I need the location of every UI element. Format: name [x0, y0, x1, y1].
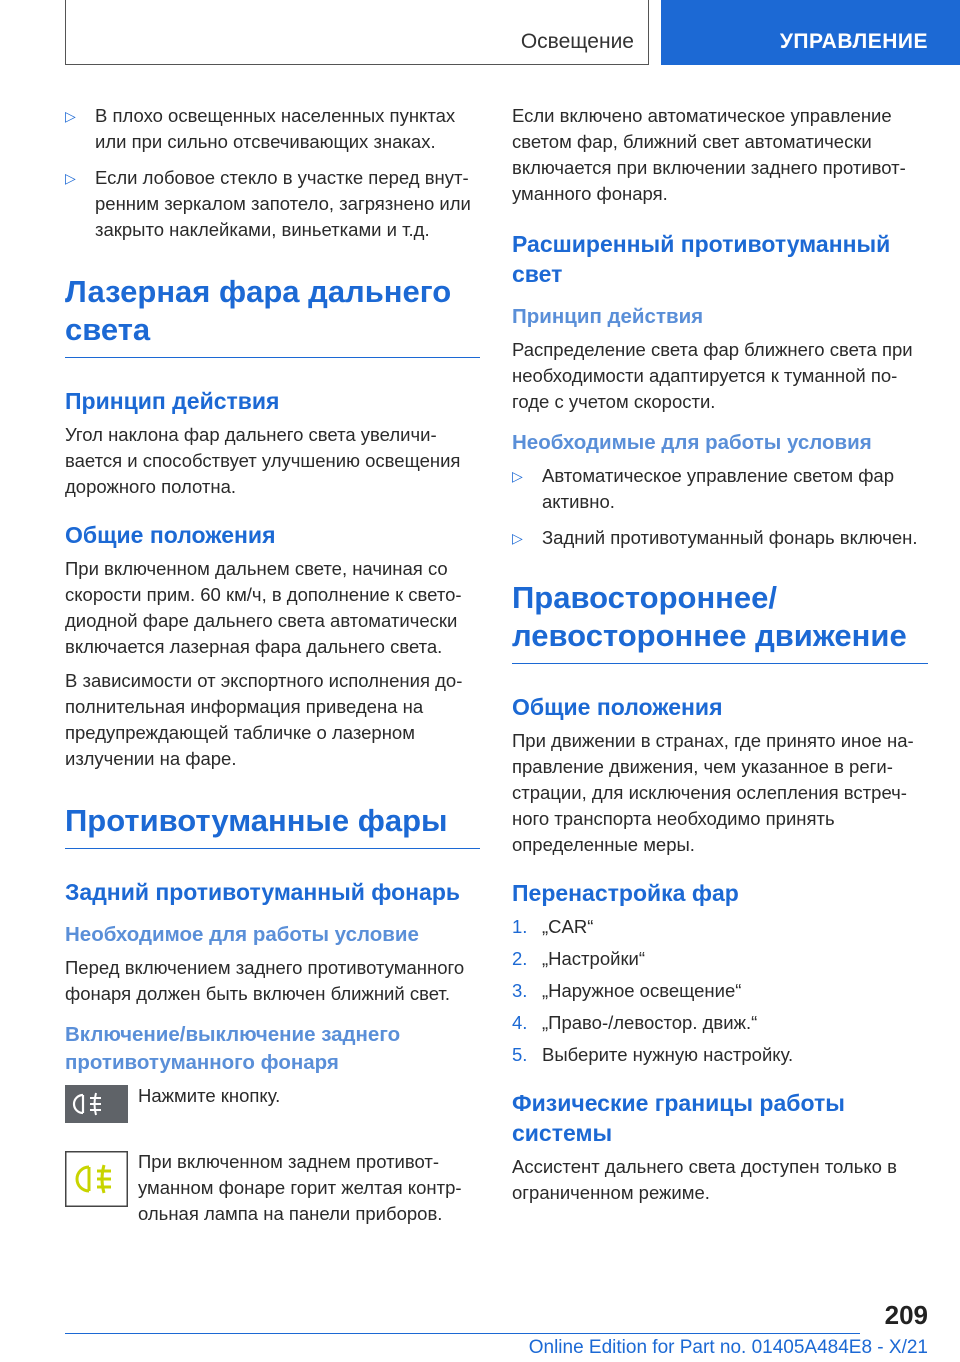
paragraph: При включенном дальнем свете, начиная со скорости прим. 60 км/ч, в дополнение к свето-диодной фаре дальнего света автоматически включается лазерная фара дальнего света.: [65, 558, 462, 657]
subheading-limits: Физические границы работы системы: [512, 1090, 845, 1146]
right-column: [512, 103, 928, 1206]
rear-fog-button-icon: [65, 1085, 128, 1123]
paragraph: Перед включением заднего противотуманного фонаря должен быть включен ближний свет.: [65, 957, 465, 1004]
list-item: 3. „Наружное освещение“: [512, 980, 742, 1001]
triangle-right-icon: ▷: [512, 468, 523, 484]
list-item: 4. „Право-/левостор. движ.“: [512, 1012, 758, 1033]
minor-heading-condition: Необходимое для работы условие: [65, 923, 419, 946]
list-item: 5. Выберите нужную настройку.: [512, 1044, 794, 1065]
subheading-principle: Принцип действия: [65, 388, 280, 414]
paragraph: Угол наклона фар дальнего света увеличи-вается и способствует улучшению освещения дорожного полотна.: [65, 424, 461, 497]
press-button-text: Нажмите кнопку.: [138, 1085, 281, 1106]
left-column: [65, 103, 480, 1227]
indicator-text: При включенном заднем противот-уманном фонаре горит желтая контр-ольная лампа на панели приборов.: [138, 1151, 462, 1224]
triangle-right-icon: ▷: [512, 530, 523, 546]
header-chapter-tab[interactable]: [661, 0, 960, 65]
header-section-box: [65, 0, 649, 65]
fog-indicator-row: [65, 1149, 480, 1227]
footer-divider: [65, 1333, 860, 1334]
minor-heading-conditions: Необходимые для работы условия: [512, 431, 872, 454]
header-section-title: Освещение: [520, 30, 634, 53]
header-chapter-title: УПРАВЛЕНИЕ: [779, 30, 928, 53]
section-heading-laser: Лазерная фара дальнего света: [65, 273, 480, 358]
list-item: ▷ Автоматическое управление светом фар активно.: [512, 465, 894, 512]
paragraph: При движении в странах, где принято иное на-правление движения, чем указанное в реги-страции, для исключения ослепления встреч-ного транспорта необходимо принять определенные меры.: [512, 730, 914, 855]
list-item: ▷ В плохо освещенных населенных пунктах или при сильно отсвечивающих знаках.: [65, 105, 456, 152]
list-item: ▷ Задний противотуманный фонарь включен.: [512, 525, 928, 551]
subheading-extended-fog: Расширенный противотуманный свет: [512, 231, 891, 287]
paragraph: В зависимости от экспортного исполнения до-полнительная информация приведена на предупреждающей табличке о лазерном излучении на фаре.: [65, 670, 463, 769]
edition-info: Online Edition for Part no. 01405A484E8 - X/21: [528, 1337, 928, 1358]
paragraph: Распределение света фар ближнего света при необходимости адаптируется к туманной по-годе с учетом скорости.: [512, 339, 913, 412]
triangle-right-icon: ▷: [65, 108, 76, 124]
paragraph: Ассистент дальнего света доступен только в ограниченном режиме.: [512, 1156, 897, 1203]
list-item: 2. „Настройки“: [512, 948, 646, 969]
section-heading-fog: Противотуманные фары: [65, 802, 480, 849]
subheading-rear-fog: Задний противотуманный фонарь: [65, 879, 461, 905]
list-item: 1. „CAR“: [512, 916, 594, 937]
subheading-adjust: Перенастройка фар: [512, 880, 739, 906]
fog-button-row: [65, 1083, 480, 1133]
minor-heading-onoff: Включение/выключение заднего противотуманного фонаря: [65, 1023, 401, 1074]
paragraph: Если включено автоматическое управление светом фар, ближний свет автоматически включается при включении заднего противот-уманного фонаря.: [512, 105, 906, 204]
list-item: ▷ Если лобовое стекло в участке перед внут-ренним зеркалом запотело, загрязнено или закрыто наклейками, виньетками и т.д.: [65, 167, 471, 240]
rear-fog-indicator-icon: [65, 1151, 128, 1207]
subheading-general: Общие положения: [512, 694, 723, 720]
triangle-right-icon: ▷: [65, 170, 76, 186]
minor-heading-principle: Принцип действия: [512, 305, 704, 328]
subheading-general: Общие положения: [65, 522, 276, 548]
page-number: 209: [884, 1300, 928, 1330]
section-heading-traffic: Правостороннее/ левостороннее движение: [512, 579, 928, 664]
